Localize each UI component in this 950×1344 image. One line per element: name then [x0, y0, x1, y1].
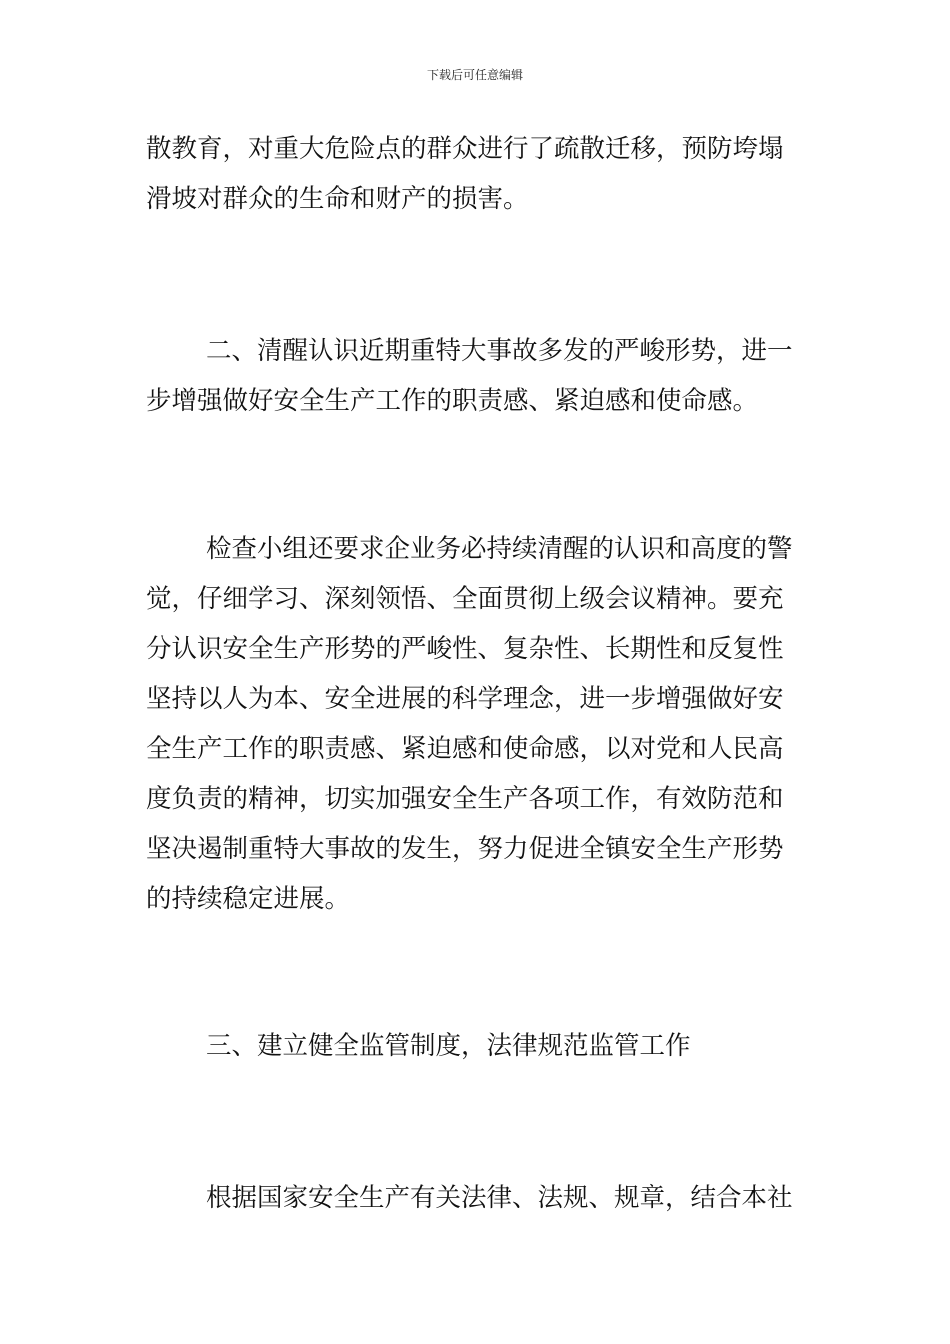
paragraph-line: 觉，仔细学习、深刻领悟、全面贯彻上级会议精神。要充 — [146, 584, 784, 614]
section-heading-line: 步增强做好安全生产工作的职责感、紧迫感和使命感。 — [146, 386, 759, 416]
paragraph-line: 的持续稳定进展。 — [146, 884, 351, 914]
paragraph-line: 滑坡对群众的生命和财产的损害。 — [146, 184, 529, 214]
paragraph-line: 散教育，对重大危险点的群众进行了疏散迁移，预防垮塌 — [146, 134, 784, 164]
section-heading-line: 三、建立健全监管制度，法律规范监管工作 — [206, 1031, 691, 1061]
paragraph-line: 根据国家安全生产有关法律、法规、规章，结合本社 — [206, 1183, 793, 1213]
paragraph-line: 检查小组还要求企业务必持续清醒的认识和高度的警 — [206, 534, 793, 564]
header-note: 下载后可任意编辑 — [426, 68, 523, 82]
paragraph-line: 全生产工作的职责感、紧迫感和使命感，以对党和人民高 — [146, 734, 784, 764]
paragraph-line: 坚持以人为本、安全进展的科学理念，进一步增强做好安 — [146, 684, 784, 714]
paragraph-line: 坚决遏制重特大事故的发生，努力促进全镇安全生产形势 — [146, 834, 784, 864]
paragraph-line: 度负责的精神，切实加强安全生产各项工作，有效防范和 — [146, 784, 784, 814]
section-heading-line: 二、清醒认识近期重特大事故多发的严峻形势，进一 — [206, 336, 793, 366]
paragraph-line: 分认识安全生产形势的严峻性、复杂性、长期性和反复性 — [146, 634, 784, 664]
